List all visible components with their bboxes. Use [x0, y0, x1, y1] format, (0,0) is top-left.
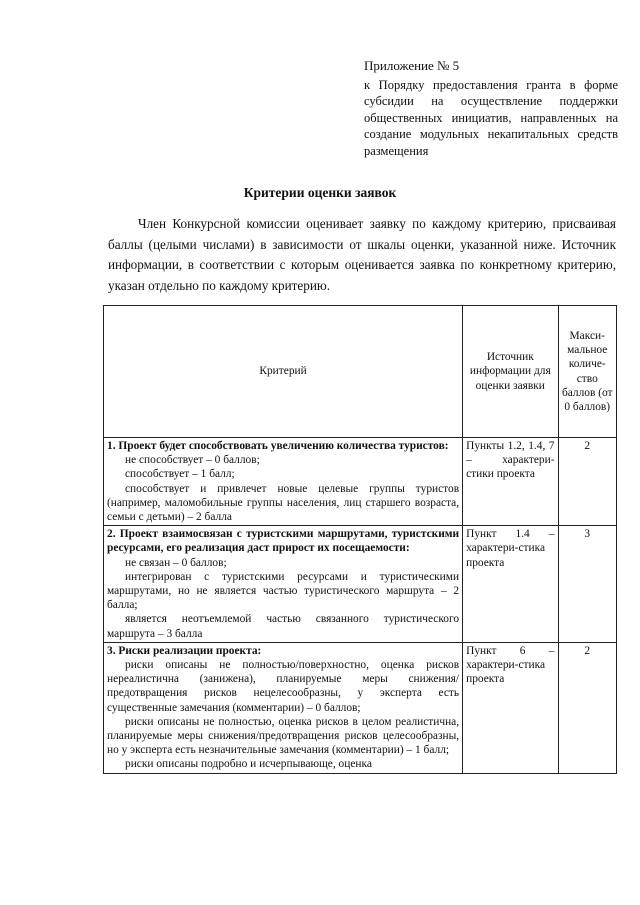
- header-criterion: Критерий: [104, 306, 463, 438]
- appendix-block: [364, 58, 618, 160]
- criterion-option: является неотъемлемой частью связанного туристического маршрута – 3 балла: [107, 613, 460, 640]
- intro-paragraph: Член Конкурсной комиссии оценивает заявку по каждому критерию, присваивая баллы (целыми числами) в зависимости от шкалы оценки, указанной ниже. Источник информации, в соответствии с которым оценивается заявка по конкретному критерию, указан отдельно по каждому критерию.: [108, 216, 616, 293]
- criterion-cell: [104, 642, 463, 773]
- criterion-option: риски описаны подробно и исчерпывающе, оценка: [125, 758, 372, 771]
- criterion-title: 3. Риски реализации проекта:: [107, 644, 262, 657]
- criterion-option: не способствует – 0 баллов;: [125, 454, 260, 467]
- max-score-cell: 2: [558, 642, 617, 773]
- criterion-cell: [104, 438, 463, 526]
- source-cell: Пункт 6 – характери-стика проекта: [463, 642, 558, 773]
- appendix-body: к Порядку предоставления гранта в форме субсидии на осуществление поддержки общественных инициатив, направленных на создание модульных некапитальных средств размещения: [364, 77, 618, 158]
- criterion-option: способствует – 1 балл;: [125, 468, 235, 481]
- header-source: Источник информации для оценки заявки: [463, 306, 558, 438]
- criterion-option: риски описаны не полностью/поверхностно, оценка рисков нереалистична (занижена), планируемые меры снижения/предотвращения рисков нецелесообразны, у эксперта есть существенные замечания (комментарии) – 0 баллов;: [107, 659, 460, 714]
- table-row: [104, 526, 617, 643]
- page-title: Критерии оценки заявок: [243, 185, 397, 200]
- criterion-cell: [104, 526, 463, 643]
- criterion-option: способствует и привлечет новые целевые группы туристов (например, маломобильные группы населения, лиц старшего возраста, семьи с детьми) – 2 балла: [107, 482, 460, 524]
- source-cell: Пункт 1.4 – характери-стика проекта: [463, 526, 558, 643]
- criteria-table: [103, 305, 617, 774]
- criterion-option: интегрирован с туристскими ресурсами и туристическими маршрутами, но не является частью туристического маршрута – 2 балла;: [107, 570, 460, 612]
- source-cell: Пункты 1.2, 1.4, 7 – характери-стики проекта: [463, 438, 558, 526]
- criterion-title: 1. Проект будет способствовать увеличению количества туристов:: [107, 440, 449, 452]
- table-row: [104, 642, 617, 773]
- appendix-title: Приложение № 5: [364, 58, 460, 73]
- criterion-option: риски описаны не полностью, оценка рисков в целом реалистична, планируемые меры снижения/предотвращения рисков целесообразны, но у эксперта есть незначительные замечания (комментарии) – 1 балл;: [107, 715, 460, 757]
- criterion-title: 2. Проект взаимосвязан с туристскими маршрутами, туристскими ресурсами, его реализация даст прирост их посещаемости:: [107, 528, 460, 555]
- table-header-row: [104, 306, 617, 438]
- max-score-cell: 3: [558, 526, 617, 643]
- criterion-option: не связан – 0 баллов;: [125, 556, 227, 569]
- table-row: [104, 438, 617, 526]
- header-max-score: Макси-мальное количе-ство баллов (от 0 баллов): [558, 306, 617, 438]
- max-score-cell: 2: [558, 438, 617, 526]
